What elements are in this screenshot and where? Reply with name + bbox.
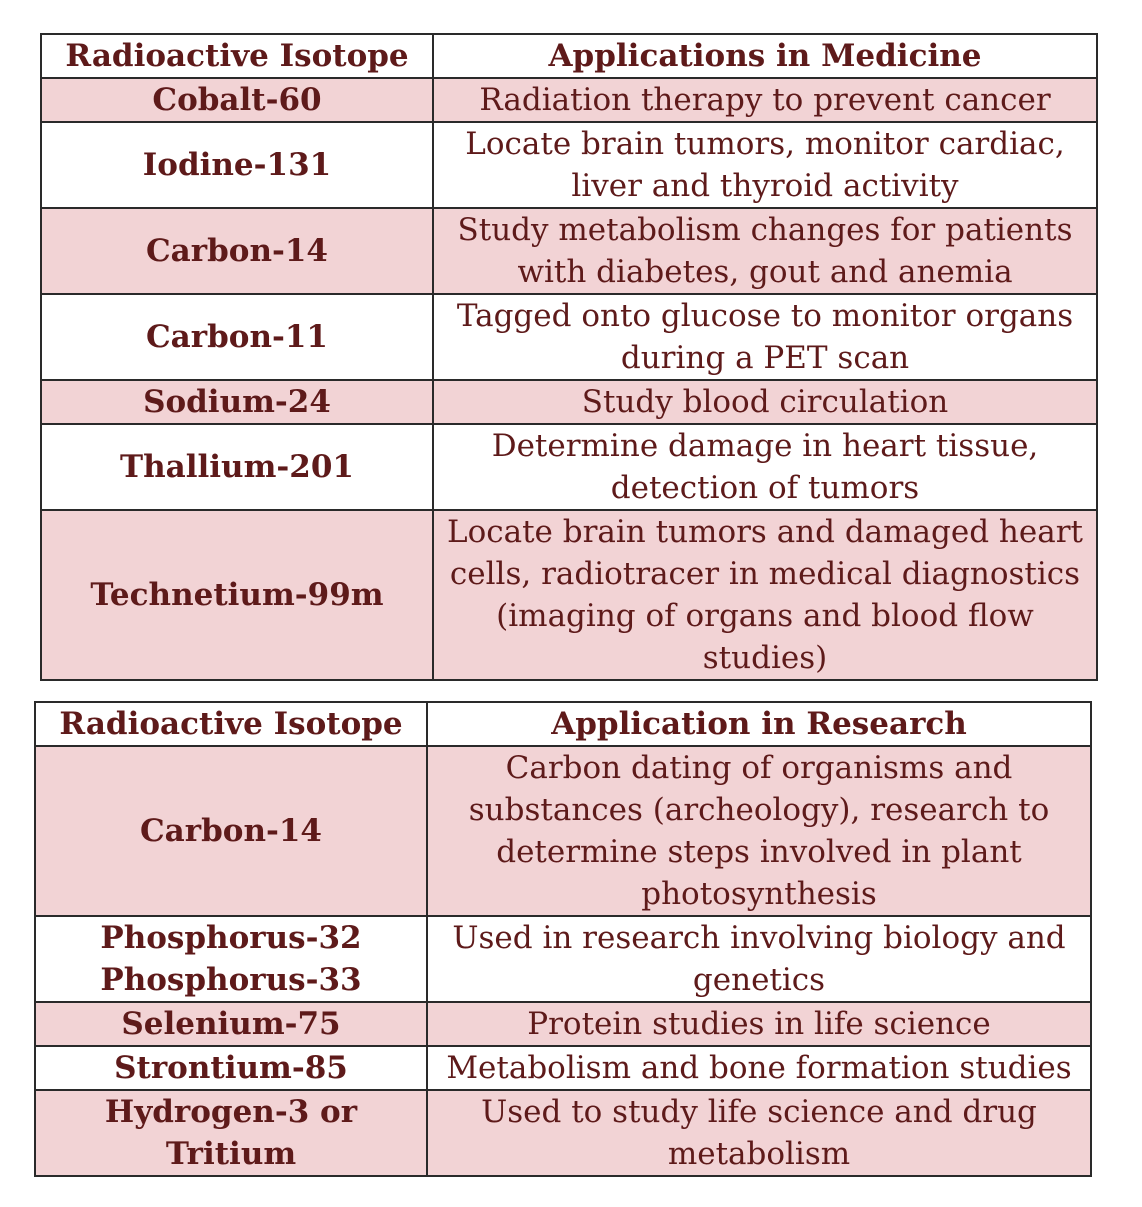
research-isotope-line: Hydrogen-3 or <box>104 1094 358 1130</box>
medicine-application-line: Tagged onto glucose to monitor organs <box>456 298 1074 334</box>
medicine-isotope-cell <box>41 424 433 510</box>
medicine-table-row <box>41 294 1097 380</box>
medicine-isotope-cell <box>41 78 433 122</box>
research-application-line: determine steps involved in plant <box>496 834 1022 870</box>
medicine-isotope-line: Carbon-11 <box>146 319 328 355</box>
medicine-isotope-cell <box>41 122 433 208</box>
research-table-row <box>35 916 1091 1002</box>
research-application-cell <box>427 746 1091 916</box>
medicine-isotope-cell <box>41 510 433 680</box>
research-table <box>34 701 1092 1177</box>
medicine-application-line: Study blood circulation <box>581 384 949 420</box>
research-application-line: Carbon dating of organisms and <box>505 750 1013 786</box>
medicine-table-row <box>41 510 1097 680</box>
research-application-line: genetics <box>692 962 826 998</box>
research-application-line: Used to study life science and drug <box>481 1094 1037 1130</box>
research-table-row <box>35 1090 1091 1176</box>
research-isotope-line: Tritium <box>165 1136 297 1172</box>
medicine-table-row <box>41 424 1097 510</box>
research-isotope-line: Phosphorus-32 <box>100 920 362 956</box>
medicine-application-line: with diabetes, gout and anemia <box>517 254 1013 290</box>
medicine-application-cell <box>433 510 1097 680</box>
medicine-isotope-cell <box>41 294 433 380</box>
research-header-application: Application in Research <box>427 702 1091 746</box>
medicine-table-row <box>41 208 1097 294</box>
medicine-table <box>40 33 1098 681</box>
medicine-application-line: Locate brain tumors, monitor cardiac, <box>465 126 1065 162</box>
medicine-table-row <box>41 122 1097 208</box>
research-table-body <box>35 746 1091 1176</box>
medicine-application-line: Determine damage in heart tissue, <box>491 428 1039 464</box>
medicine-table-row <box>41 78 1097 122</box>
research-application-cell <box>427 1002 1091 1046</box>
research-application-line: Metabolism and bone formation studies <box>446 1050 1072 1086</box>
medicine-application-line: (imaging of organs and blood flow <box>496 598 1034 634</box>
medicine-application-line: Radiation therapy to prevent cancer <box>479 82 1051 118</box>
research-isotope-cell <box>35 1002 427 1046</box>
research-application-line: metabolism <box>667 1136 851 1172</box>
medicine-table-body <box>41 78 1097 680</box>
research-application-line: Used in research involving biology and <box>452 920 1066 956</box>
research-header-isotope: Radioactive Isotope <box>35 702 427 746</box>
medicine-header-application: Applications in Medicine <box>433 34 1097 78</box>
research-isotope-cell <box>35 1046 427 1090</box>
medicine-application-line: Study metabolism changes for patients <box>457 212 1073 248</box>
medicine-isotope-line: Technetium-99m <box>90 577 384 613</box>
medicine-isotope-line: Thallium-201 <box>120 449 354 485</box>
research-application-line: substances (archeology), research to <box>468 792 1050 828</box>
research-isotope-cell <box>35 916 427 1002</box>
medicine-application-cell <box>433 294 1097 380</box>
medicine-application-cell <box>433 122 1097 208</box>
medicine-isotope-line: Carbon-14 <box>146 233 328 269</box>
research-application-line: Protein studies in life science <box>527 1006 991 1042</box>
medicine-application-line: Locate brain tumors and damaged heart <box>447 514 1083 550</box>
medicine-application-cell <box>433 78 1097 122</box>
research-table-row <box>35 746 1091 916</box>
medicine-table-row <box>41 380 1097 424</box>
medicine-application-line: during a PET scan <box>620 340 910 376</box>
medicine-application-cell <box>433 380 1097 424</box>
medicine-isotope-line: Sodium-24 <box>143 384 331 420</box>
research-table-row <box>35 1002 1091 1046</box>
research-application-line: photosynthesis <box>641 876 877 912</box>
medicine-application-cell <box>433 208 1097 294</box>
medicine-application-line: liver and thyroid activity <box>571 168 959 204</box>
medicine-header-isotope: Radioactive Isotope <box>41 34 433 78</box>
medicine-isotope-cell <box>41 380 433 424</box>
medicine-application-cell <box>433 424 1097 510</box>
research-isotope-line: Phosphorus-33 <box>100 962 362 998</box>
medicine-isotope-line: Iodine-131 <box>142 147 332 183</box>
medicine-header-row <box>41 34 1097 78</box>
medicine-isotope-cell <box>41 208 433 294</box>
research-table-row <box>35 1046 1091 1090</box>
medicine-application-line: studies) <box>702 640 828 676</box>
research-isotope-line: Selenium-75 <box>121 1006 341 1042</box>
research-application-cell <box>427 1090 1091 1176</box>
medicine-isotope-line: Cobalt-60 <box>152 82 322 118</box>
research-isotope-cell <box>35 746 427 916</box>
research-application-cell <box>427 1046 1091 1090</box>
research-isotope-line: Strontium-85 <box>114 1050 348 1086</box>
research-isotope-cell <box>35 1090 427 1176</box>
research-header-row <box>35 702 1091 746</box>
medicine-application-line: cells, radiotracer in medical diagnostics <box>449 556 1081 592</box>
medicine-application-line: detection of tumors <box>610 470 920 506</box>
research-isotope-line: Carbon-14 <box>140 813 322 849</box>
research-application-cell <box>427 916 1091 1002</box>
